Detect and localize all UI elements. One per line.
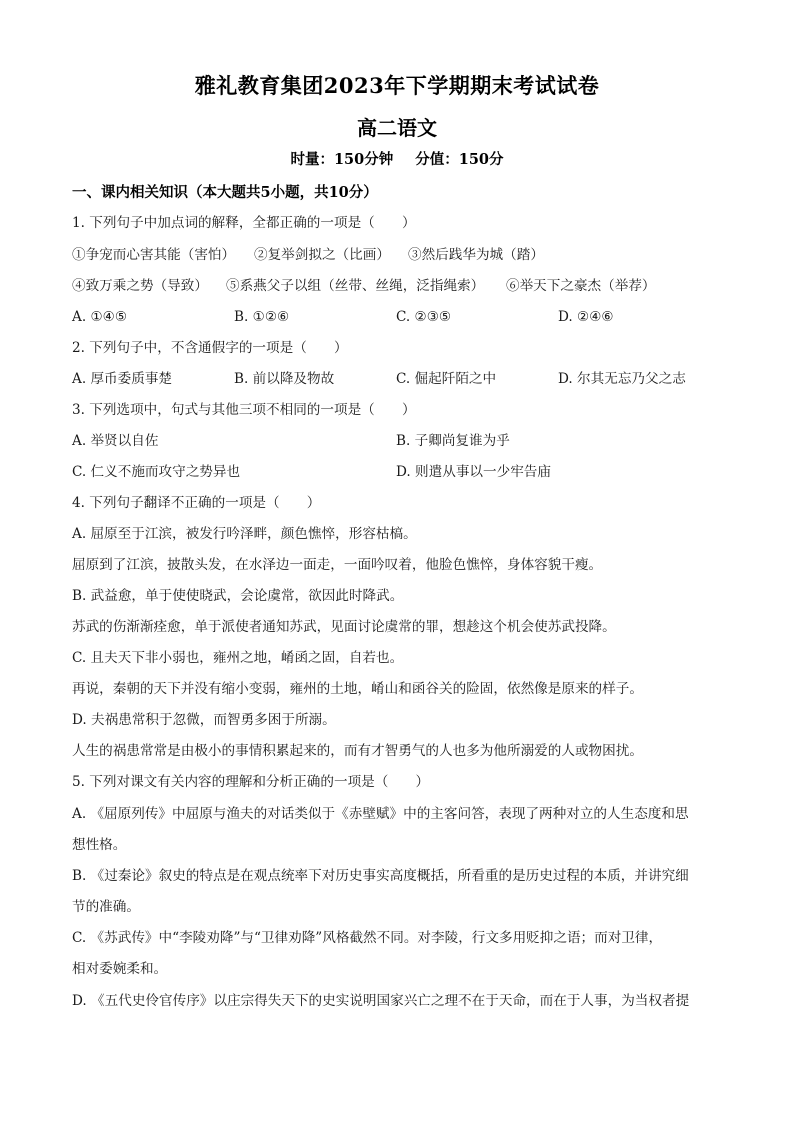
- q1-item-6: ⑥举天下之豪杰（举荐）: [506, 278, 656, 294]
- q5-option-b-line2: 节的准确。: [72, 899, 140, 915]
- q1-item-4: ④致万乘之势（导致）: [72, 278, 208, 294]
- q3-option-c: C. 仁义不施而攻守之势异也: [72, 464, 241, 480]
- q4-option-b-translation: 苏武的伤渐渐痊愈，单于派使者通知苏武，见面讨论虞常的罪，想趁这个机会使苏武投降。: [72, 619, 616, 635]
- q4-option-a-source: A. 屈原至于江滨，被发行吟泽畔，颜色憔悴，形容枯槁。: [72, 526, 417, 542]
- q2-option-a: A. 厚币委质事楚: [72, 371, 173, 387]
- q1-option-b: B. ①②⑥: [234, 309, 290, 325]
- q3-option-b: B. 子卿尚复谁为乎: [396, 433, 510, 449]
- exam-subject: 高二语文: [357, 116, 437, 140]
- exam-title: 雅礼教育集团2023年下学期期末考试试卷: [194, 73, 600, 98]
- q2-option-b: B. 前以降及物故: [234, 371, 335, 387]
- q1-item-5: ⑤系燕父子以组（丝带、丝绳，泛指绳索）: [226, 278, 485, 294]
- q5-option-b-line1: B. 《过秦论》叙史的特点是在观点统率下对历史事实高度概括，所看重的是历史过程的本质，并讲究细: [72, 868, 689, 884]
- score-label: 分值：150分: [415, 151, 504, 168]
- q4-option-c-translation: 再说，秦朝的天下并没有缩小变弱，雍州的土地，崤山和函谷关的险固，依然像是原来的样子。: [72, 681, 643, 697]
- exam-meta: [0, 148, 794, 169]
- q5-option-c-line2: 相对委婉柔和。: [72, 961, 168, 977]
- q5-option-c-line1: C. 《苏武传》中“李陵劝降”与“卫律劝降”风格截然不同。对李陵，行文多用贬抑之语；而对卫律，: [72, 930, 663, 946]
- q1-item-2: ②复举剑拟之（比画）: [254, 247, 390, 263]
- q5-stem: 5. 下列对课文有关内容的理解和分析正确的一项是（ ）: [72, 774, 430, 790]
- time-label: 时量：150分钟: [290, 151, 394, 168]
- q1-option-c: C. ②③⑤: [396, 309, 452, 325]
- q4-option-a-translation: 屈原到了江滨，披散头发，在水泽边一面走，一面吟叹着，他脸色憔悴，身体容貌干瘦。: [72, 557, 603, 573]
- q2-stem: 2. 下列句子中，不含通假字的一项是（ ）: [72, 340, 348, 356]
- q5-option-a-line2: 想性格。: [72, 837, 127, 853]
- q1-option-a: A. ①④⑤: [72, 309, 128, 325]
- q1-item-3: ③然后践华为城（踏）: [408, 247, 544, 263]
- q3-option-a: A. 举贤以自佐: [72, 433, 159, 449]
- q5-option-d-line1: D. 《五代史伶官传序》以庄宗得失天下的史实说明国家兴亡之理不在于天命，而在于人事，为当权者提: [72, 993, 690, 1009]
- q4-stem: 4. 下列句子翻译不正确的一项是（ ）: [72, 495, 321, 511]
- q1-option-d: D. ②④⑥: [558, 309, 614, 325]
- q1-item-1: ①争宠而心害其能（害怕）: [72, 247, 236, 263]
- q4-option-b-source: B. 武益愈，单于使使晓武，会论虞常，欲因此时降武。: [72, 588, 404, 604]
- q1-stem: 1. 下列句子中加点词的解释，全都正确的一项是（ ）: [72, 215, 416, 231]
- q2-option-c: C. 倔起阡陌之中: [396, 371, 497, 387]
- q3-option-d: D. 则遣从事以一少牢告庙: [396, 464, 551, 480]
- q3-stem: 3. 下列选项中，句式与其他三项不相同的一项是（ ）: [72, 402, 416, 418]
- q4-option-d-translation: 人生的祸患常常是由极小的事情积累起来的，而有才智勇气的人也多为他所溺爱的人或物困扰。: [72, 743, 643, 759]
- q4-option-c-source: C. 且夫天下非小弱也，雍州之地，崤函之固，自若也。: [72, 650, 404, 666]
- q2-option-d: D. 尔其无忘乃父之志: [558, 371, 686, 387]
- q4-option-d-source: D. 夫祸患常积于忽微，而智勇多困于所溺。: [72, 712, 336, 728]
- section-heading: 一、课内相关知识（本大题共5小题，共10分）: [72, 184, 378, 201]
- q5-option-a-line1: A. 《屈原列传》中屈原与渔夫的对话类似于《赤壁赋》中的主客问答，表现了两种对立的人生态度和思: [72, 806, 689, 822]
